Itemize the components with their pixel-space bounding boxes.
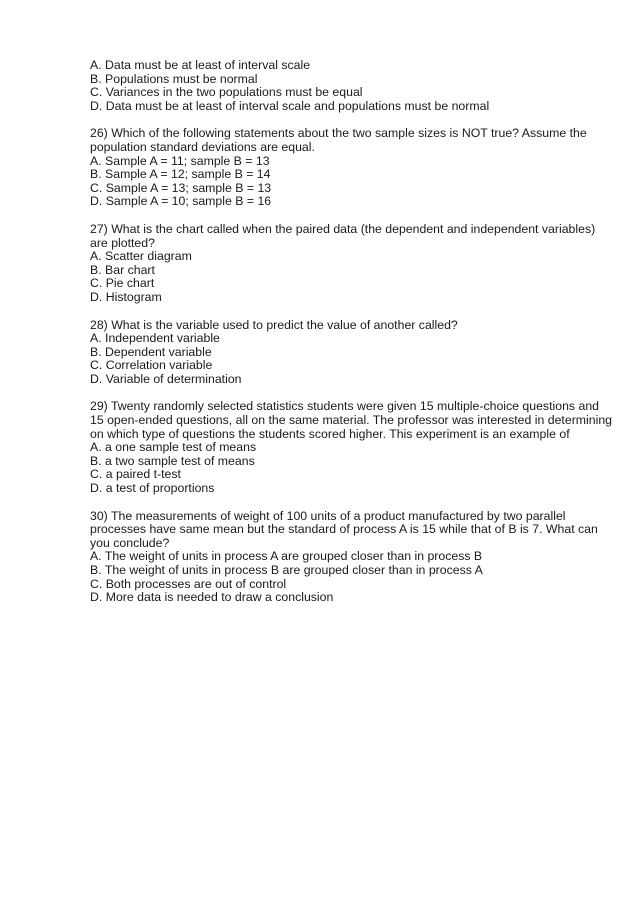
- option-d: D. Sample A = 10; sample B = 16: [90, 194, 272, 209]
- option-b: B. Bar chart: [90, 262, 155, 277]
- question-text: processes have same mean but the standard of process A is 15 while that of B is 7. What can: [90, 522, 598, 537]
- question-text: you conclude?: [90, 535, 170, 550]
- option-c: C. Sample A = 13; sample B = 13: [90, 180, 272, 195]
- question-28: [90, 319, 600, 387]
- question-text: on which type of questions the students scored higher. This experiment is an example of: [90, 426, 570, 441]
- option-a: A. a one sample test of means: [90, 440, 257, 455]
- option-a: A. Scatter diagram: [90, 249, 192, 264]
- question-text: are plotted?: [90, 235, 155, 250]
- option-a: A. Sample A = 11; sample B = 13: [90, 153, 270, 168]
- option-b: B. The weight of units in process B are grouped closer than in process A: [90, 563, 483, 577]
- option-b: B. Sample A = 12; sample B = 14: [90, 167, 271, 182]
- option-c: C. Pie chart: [90, 276, 155, 291]
- option-a: A. Data must be at least of interval scale: [90, 58, 311, 72]
- question-30: [90, 510, 600, 605]
- option-b: B. a two sample test of means: [90, 453, 255, 468]
- question-26: [90, 127, 600, 209]
- option-b: B. Dependent variable: [90, 344, 212, 359]
- question-text: 30) The measurements of weight of 100 units of a product manufactured by two parallel: [90, 508, 566, 523]
- option-c: C. Both processes are out of control: [90, 576, 287, 591]
- option-d: D. More data is needed to draw a conclusion: [90, 590, 334, 605]
- question-27: [90, 223, 600, 305]
- question-text: 29) Twenty randomly selected statistics students were given 15 multiple-choice questions and: [90, 399, 599, 414]
- question-25-options: [90, 59, 600, 113]
- question-text: 28) What is the variable used to predict the value of another called?: [90, 317, 458, 332]
- option-d: D. Data must be at least of interval scale and populations must be normal: [90, 98, 490, 113]
- option-c: C. a paired t-test: [90, 467, 181, 482]
- question-29: [90, 399, 613, 496]
- question-text: 15 open-ended questions, all on the same material. The professor was interested in determining: [90, 413, 613, 428]
- option-d: D. Histogram: [90, 289, 162, 304]
- option-d: D. a test of proportions: [90, 481, 215, 496]
- option-c: C. Correlation variable: [90, 358, 213, 373]
- question-text: 27) What is the chart called when the paired data (the dependent and independent variables): [90, 221, 596, 236]
- option-b: B. Populations must be normal: [90, 71, 258, 86]
- option-c: C. Variances in the two populations must be equal: [90, 85, 363, 100]
- option-a: A. Independent variable: [90, 331, 220, 346]
- option-d: D. Variable of determination: [90, 371, 242, 386]
- document-page: [90, 58, 613, 619]
- option-a: A. The weight of units in process A are grouped closer than in process B: [90, 549, 483, 564]
- question-text: 26) Which of the following statements about the two sample sizes is NOT true? Assume the: [90, 126, 587, 141]
- question-text: population standard deviations are equal.: [90, 139, 315, 154]
